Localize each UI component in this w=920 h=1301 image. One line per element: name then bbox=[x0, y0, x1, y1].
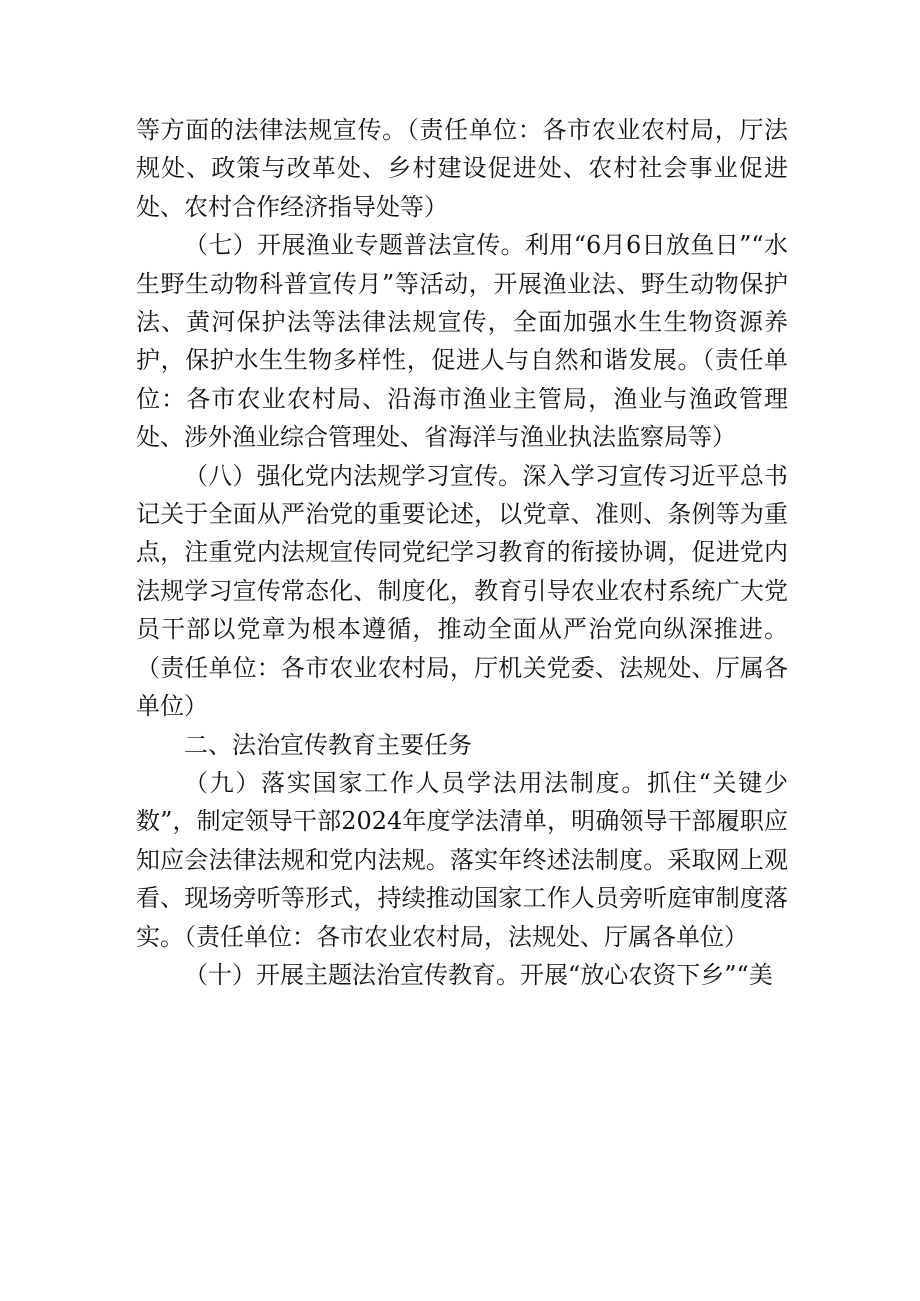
section-heading-2: 二、法治宣传教育主要任务 bbox=[184, 730, 472, 759]
paragraph-item-8: （八）强化党内法规学习宣传。深入学习宣传习近平总书记关于全面从严治党的重要论述，以党章、准则、条例等为重点，注重党内法规宣传同党纪学习教育的衔接协调，促进党内法规学习宣传常态化、制度化，教育引导农业农村系统广大党员干部以党章为根本遵循，推动全面从严治党向纵深推进。（责任单位：各市农业农村局，厅机关党委、法规处、厅属各单位） bbox=[136, 461, 788, 721]
paragraph-continued: 等方面的法律法规宣传。（责任单位：各市农业农村局，厅法规处、政策与改革处、乡村建设促进处、农村社会事业促进处、农村合作经济指导处等） bbox=[136, 116, 788, 221]
paragraph-item-7: （七）开展渔业专题普法宣传。利用“6月6日放鱼日”“水生野生动物科普宣传月”等活动，开展渔业法、野生动物保护法、黄河保护法等法律法规宣传，全面加强水生生物资源养护，保护水生生物多样性，促进人与自然和谐发展。（责任单位：各市农业农村局、沿海市渔业主管局，渔业与渔政管理处、涉外渔业综合管理处、省海洋与渔业执法监察局等） bbox=[136, 231, 788, 452]
paragraph-item-10: （十）开展主题法治宣传教育。开展“放心农资下乡”“美 bbox=[184, 960, 773, 989]
paragraph-item-9: （九）落实国家工作人员学法用法制度。抓住“关键少数”，制定领导干部2024年度学法清单，明确领导干部履职应知应会法律法规和党内法规。落实年终述法制度。采取网上观看、现场旁听等形式，持续推动国家工作人员旁听庭审制度落实。（责任单位：各市农业农村局，法规处、厅属各单位） bbox=[136, 768, 788, 951]
document-page bbox=[136, 111, 788, 994]
